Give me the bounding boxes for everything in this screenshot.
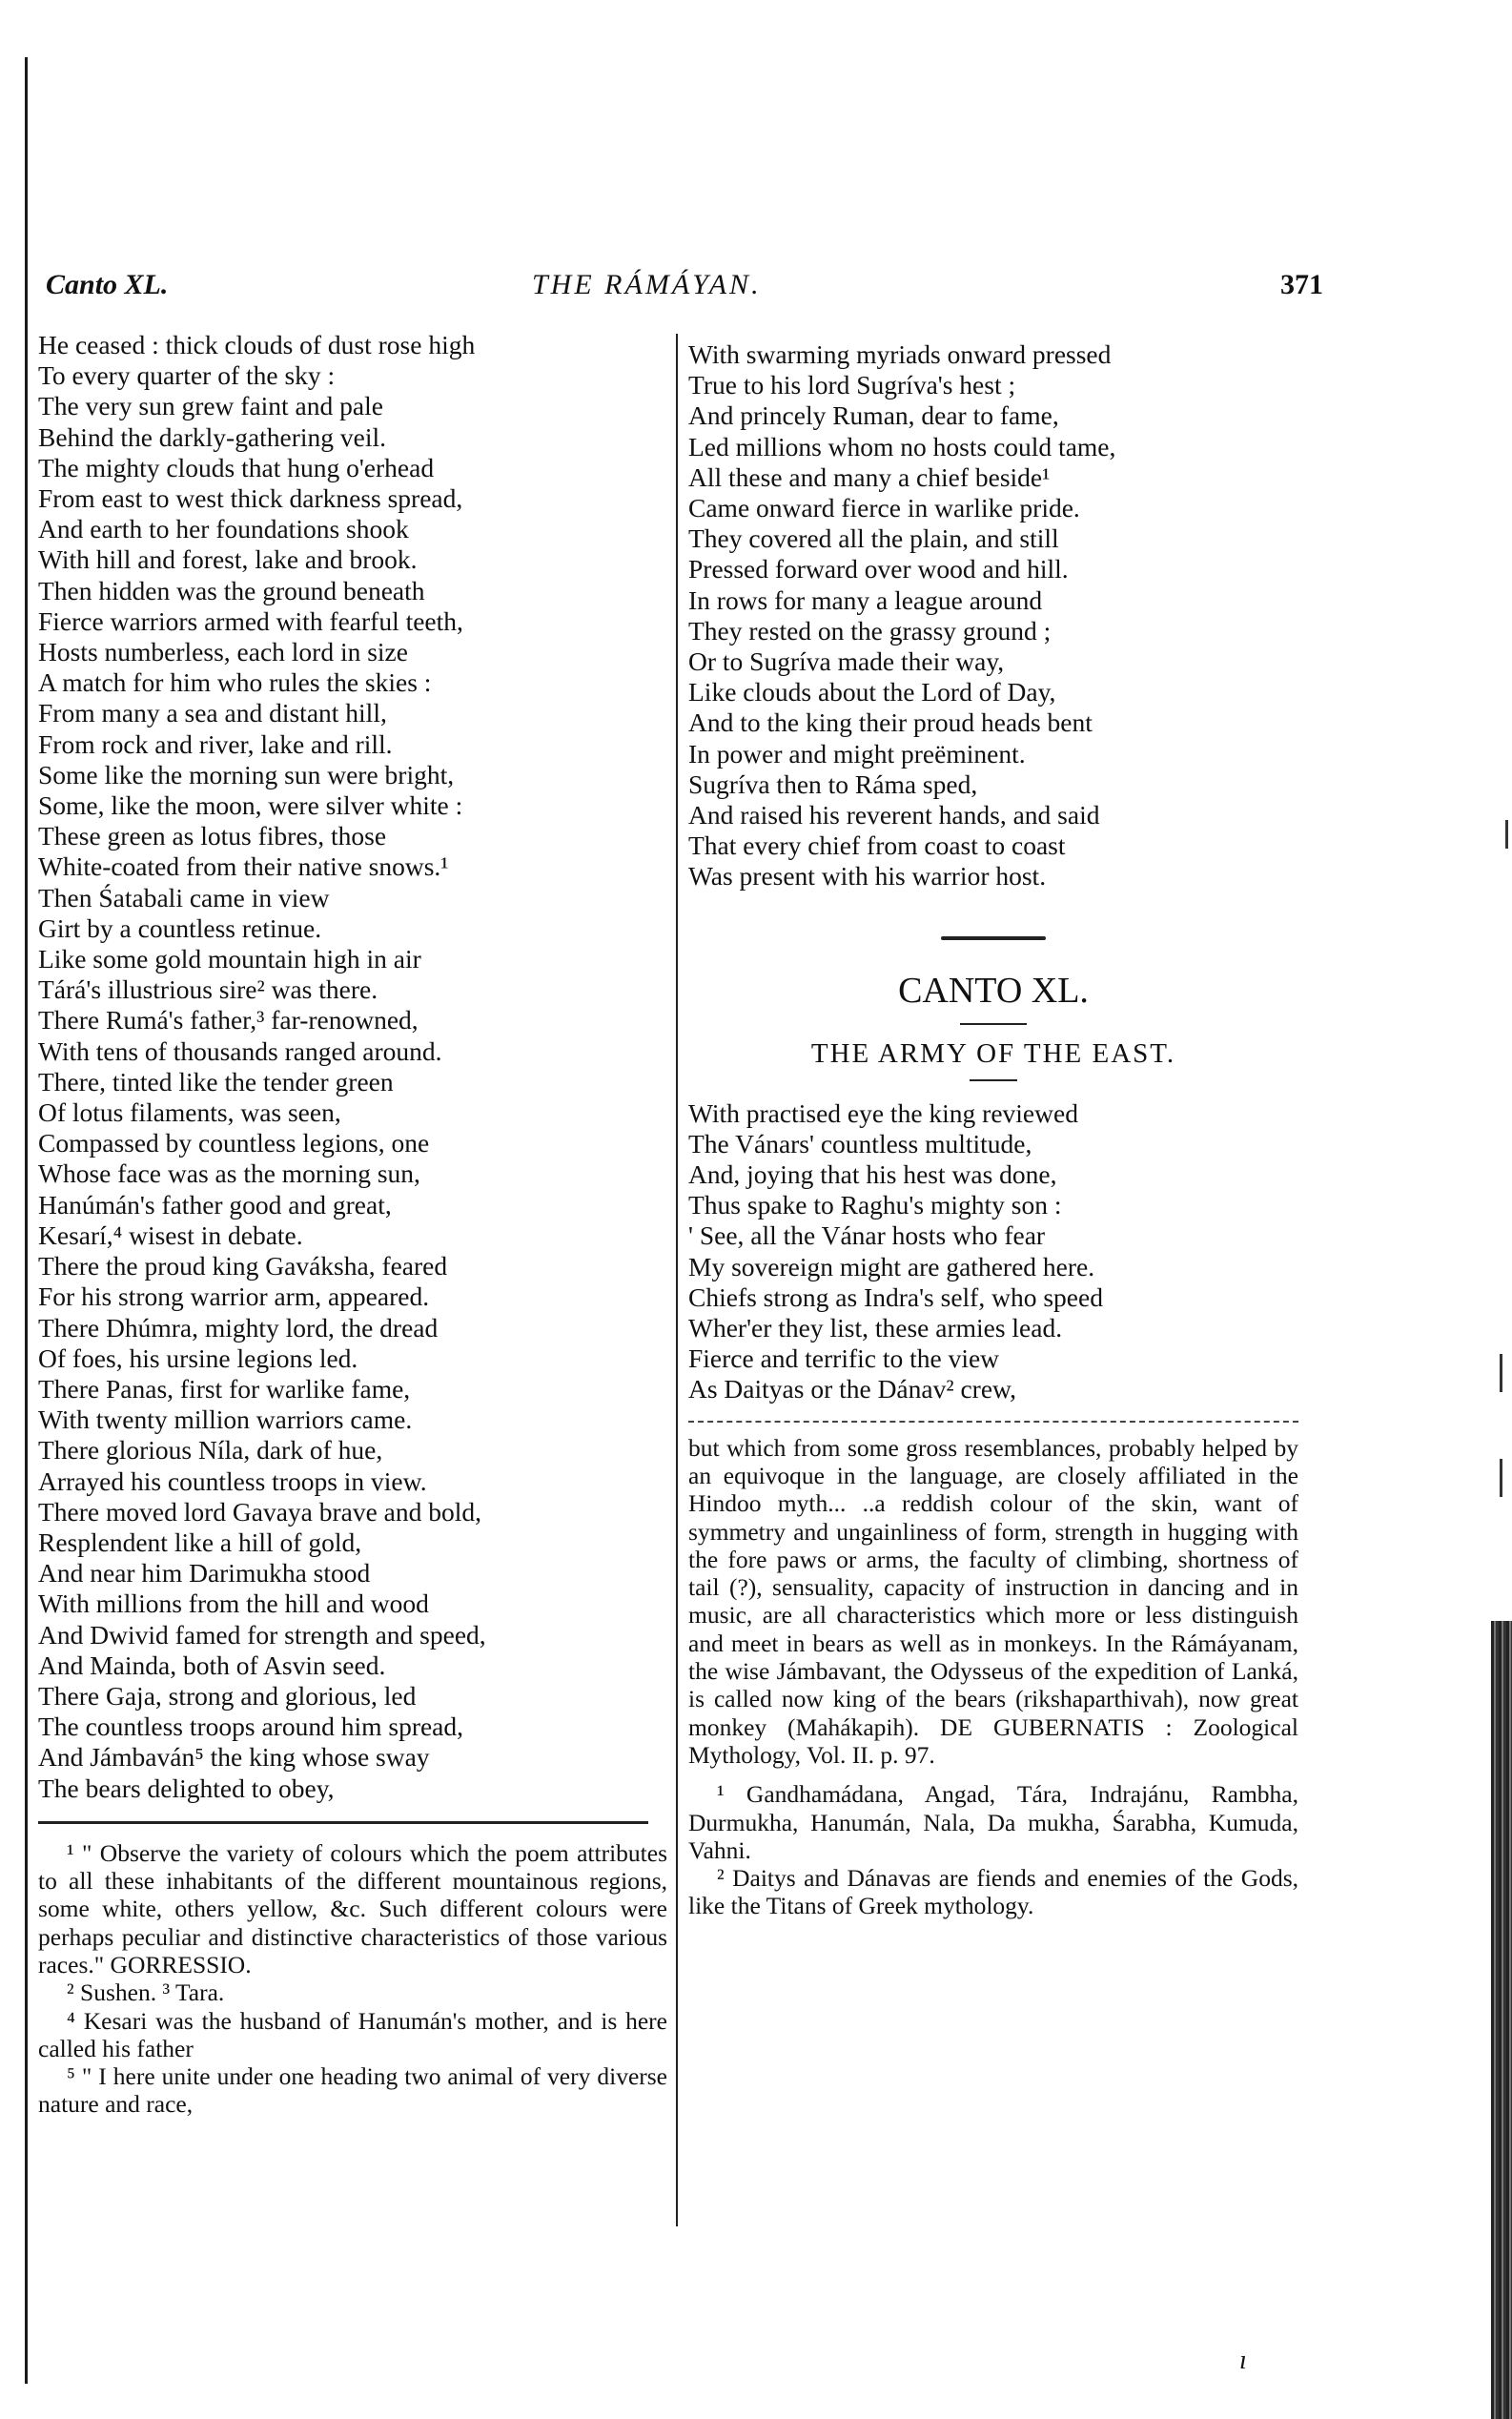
page-number: 371 [1280,269,1323,300]
footnote: ¹ " Observe the variety of colours which the poem attributes to all these inhabitants of the different mountainous regions, some white, others yellow, &c. Such different colours were perhaps peculiar and distinctive characteristics of those various races." GORRESSIO. [38,1838,667,1978]
verse-line: And near him Darimukha stood [38,1558,371,1589]
verse-line: With tens of thousands ranged around. [38,1035,442,1066]
verse-line: These green as lotus fibres, those [38,821,387,851]
verse-line: The countless troops around him spread, [38,1712,464,1742]
running-header [46,269,1323,307]
scan-page-edge [1491,1621,1512,2419]
right-verse-continued [688,339,1298,892]
verse-line: True to his lord Sugríva's hest ; [688,370,1016,400]
verse-line: Some, like the moon, were silver white : [38,790,463,821]
verse-line: Was present with his warrior host. [688,861,1047,892]
column-divider [676,334,678,2226]
verse-line: There Gaja, strong and glorious, led [38,1680,417,1711]
verse-line: The very sun grew faint and pale [38,391,383,421]
verse-line: There, tinted like the tender green [38,1066,394,1097]
verse-line: Kesarí,⁴ wisest in debate. [38,1220,303,1250]
verse-line: From rock and river, lake and rill. [38,728,393,759]
verse-line: Wher'er they list, these armies lead. [688,1313,1063,1343]
verse-line: There Dhúmra, mighty lord, the dread [38,1312,439,1343]
section-ornament [688,927,1298,949]
scan-artifact-mark [1500,1354,1502,1392]
verse-line: ' See, all the Vánar hosts who fear [688,1220,1046,1251]
verse-line: With swarming myriads onward pressed [688,339,1112,369]
right-verse-canto [688,1098,1298,1405]
verse-line: Whose face was as the morning sun, [38,1158,420,1189]
footnote: ⁴ Kesari was the husband of Hanumán's mother, and is here called his father [38,2006,667,2062]
verse-line: And, joying that his hest was done, [688,1159,1057,1190]
verse-line: My sovereign might are gathered here. [688,1251,1095,1281]
verse-line: Pressed forward over wood and hill. [688,554,1069,584]
verse-line: There Rumá's father,³ far-renowned, [38,1005,419,1035]
canto-subheading: THE ARMY OF THE EAST. [810,1037,1176,1069]
footnote-continuation [688,1434,1298,1770]
verse-line: Tárá's illustrious sire² was there. [38,974,378,1005]
page-corner-mark: ı [1239,2346,1247,2375]
verse-line: Then Śatabali came in view [38,882,330,912]
verse-line: And Dwivid famed for strength and speed, [38,1619,486,1650]
verse-line: Like clouds about the Lord of Day, [688,677,1056,707]
verse-line: The Vánars' countless multitude, [688,1128,1032,1158]
verse-line: Thus spake to Raghu's mighty son : [688,1190,1062,1220]
verse-line: The mighty clouds that hung o'erhead [38,452,435,482]
verse-line: Like some gold mountain high in air [38,944,421,974]
verse-line: Came onward fierce in warlike pride. [688,493,1080,523]
verse-line: They covered all the plain, and still [688,523,1059,554]
verse-line: All these and many a chief beside¹ [688,461,1051,492]
verse-line: A match for him who rules the skies : [38,667,432,698]
verse-line: And earth to her foundations shook [38,514,409,544]
verse-line: For his strong warrior arm, appeared. [38,1281,430,1312]
verse-line: That every chief from coast to coast [688,830,1066,861]
verse-line: Sugríva then to Ráma sped, [688,769,978,799]
verse-line: And Mainda, both of Asvin seed. [38,1650,386,1680]
verse-line: With hill and forest, lake and brook. [38,544,418,575]
verse-line: With millions from the hill and wood [38,1589,429,1619]
footnote: ⁵ " I here unite under one heading two animal of very diverse nature and race, [38,2062,667,2119]
verse-line: From east to west thick darkness spread, [38,483,463,514]
verse-line: He ceased : thick clouds of dust rose high [38,330,476,359]
verse-line: Girt by a countless retinue. [38,912,322,943]
verse-line: Of foes, his ursine legions led. [38,1343,358,1373]
verse-line: There Panas, first for warlike fame, [38,1373,411,1404]
verse-line: White-coated from their native snows.¹ [38,851,449,882]
verse-line: Arrayed his countless troops in view. [38,1466,427,1496]
header-title: THE RÁMÁYAN. [532,269,762,300]
verse-line: They rested on the grassy ground ; [688,615,1052,646]
canto-heading: CANTO XL. [898,970,1089,1011]
verse-line: With practised eye the king reviewed [688,1097,1078,1128]
footnote-continued-text: but which from some gross resemblances, probably helped by an equivoque in the language, are closely affiliated in the Hindoo myth... ..a reddish colour of the skin, want of symmetry and ungainliness of form, strength in hugging with the fore paws or arms, the faculty of climbing, shortness of tail (?), sensuality, capacity of instruction in dancing and in music, are all characteristics which more or less distinguish and meet in bears as well as in monkeys. In the Rámáyanam, the wise Jámbavant, the Odysseus of the expedition of Lanká, is called now king of the bears (rikshaparthivah), now great monkey (Mahákapih). DE GUBERNATIS : Zoological Mythology, Vol. II. p. 97. [688,1433,1298,1769]
verse-line: Hanúmán's father good and great, [38,1189,392,1220]
verse-line: Fierce and terrific to the view [688,1343,1000,1374]
verse-line: Or to Sugríva made their way, [688,646,1005,677]
verse-line: There moved lord Gavaya brave and bold, [38,1496,482,1527]
header-canto: Canto XL. [46,269,169,300]
verse-line: And princely Ruman, dear to fame, [688,400,1059,431]
verse-line: There glorious Níla, dark of hue, [38,1435,383,1466]
subheading-rule [970,1079,1017,1081]
left-column [38,330,667,2119]
verse-line: Chiefs strong as Indra's self, who speed [688,1281,1103,1312]
verse-line: And raised his reverent hands, and said [688,800,1100,830]
verse-line: And to the king their proud heads bent [688,707,1093,738]
footnote: ¹ Gandhamádana, Angad, Tára, Indrajánu, Rambha, Durmukha, Hanumán, Nala, Da mukha, Śarabha, Kumuda, Vahni. [688,1780,1298,1864]
verse-line: There the proud king Gaváksha, feared [38,1251,448,1281]
verse-line: Compassed by countless legions, one [38,1128,430,1158]
scan-artifact-mark [1505,820,1508,849]
footnote: ² Daitys and Dánavas are fiends and enemies of the Gods, like the Titans of Greek mythology. [688,1864,1298,1920]
verse-line: Fierce warriors armed with fearful teeth, [38,605,463,636]
verse-line: The bears delighted to obey, [38,1773,335,1803]
heading-rule [960,1023,1027,1025]
verse-line: And Jámbaván⁵ the king whose sway [38,1742,430,1773]
verse-line: Some like the morning sun were bright, [38,759,455,789]
footnote-rule [38,1821,648,1824]
footnote-rule [688,1421,1298,1423]
footnote: ² Sushen. ³ Tara. [67,1978,225,2007]
verse-line: Resplendent like a hill of gold, [38,1527,362,1557]
right-footnotes [688,1780,1298,1919]
left-verse [38,330,667,1804]
verse-line: From many a sea and distant hill, [38,698,387,728]
left-footnotes [38,1839,667,2119]
verse-line: Hosts numberless, each lord in size [38,637,408,667]
verse-line: As Daityas or the Dánav² crew, [688,1374,1016,1404]
verse-line: Behind the darkly-gathering veil. [38,421,387,452]
scan-binding-edge [25,57,28,2384]
verse-line: To every quarter of the sky : [38,360,336,391]
verse-line: Led millions whom no hosts could tame, [688,431,1116,461]
right-column [688,339,1298,1920]
verse-line: Then hidden was the ground beneath [38,575,425,605]
verse-line: In rows for many a league around [688,584,1043,615]
verse-line: With twenty million warriors came. [38,1404,413,1435]
verse-line: In power and might preëminent. [688,738,1026,769]
scan-artifact-mark [1500,1459,1502,1497]
verse-line: Of lotus filaments, was seen, [38,1097,341,1128]
